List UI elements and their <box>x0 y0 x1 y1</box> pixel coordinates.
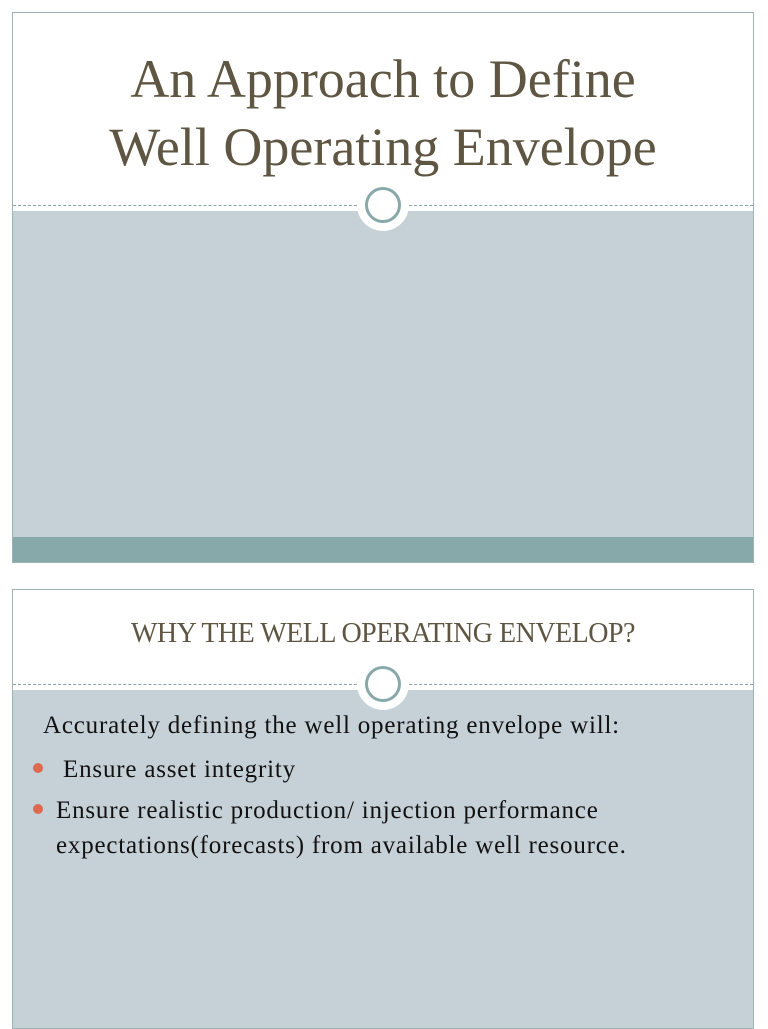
footer-bar <box>13 537 753 563</box>
title-slide <box>12 12 754 563</box>
slide-body <box>13 690 753 1028</box>
slide-header <box>13 13 753 205</box>
bullet-dot-icon <box>33 763 43 773</box>
intro-text: Accurately defining the well operating envelope will: <box>43 712 620 739</box>
slide-title: WHY THE WELL OPERATING ENVELOP? <box>131 618 635 649</box>
title-line-1: An Approach to Define <box>130 49 636 109</box>
slide-body <box>13 211 753 537</box>
bullet-text: Ensure asset integrity <box>56 756 296 783</box>
circle-ornament-icon <box>357 179 409 231</box>
circle-ornament-icon <box>357 658 409 710</box>
bullet-dot-icon <box>33 804 43 814</box>
title-line-2: Well Operating Envelope <box>109 117 657 177</box>
content-slide <box>12 589 754 1029</box>
slide-title <box>13 45 753 181</box>
bullet-text: Ensure realistic production/ injection performance expectations(forecasts) from available well resource. <box>56 797 627 859</box>
